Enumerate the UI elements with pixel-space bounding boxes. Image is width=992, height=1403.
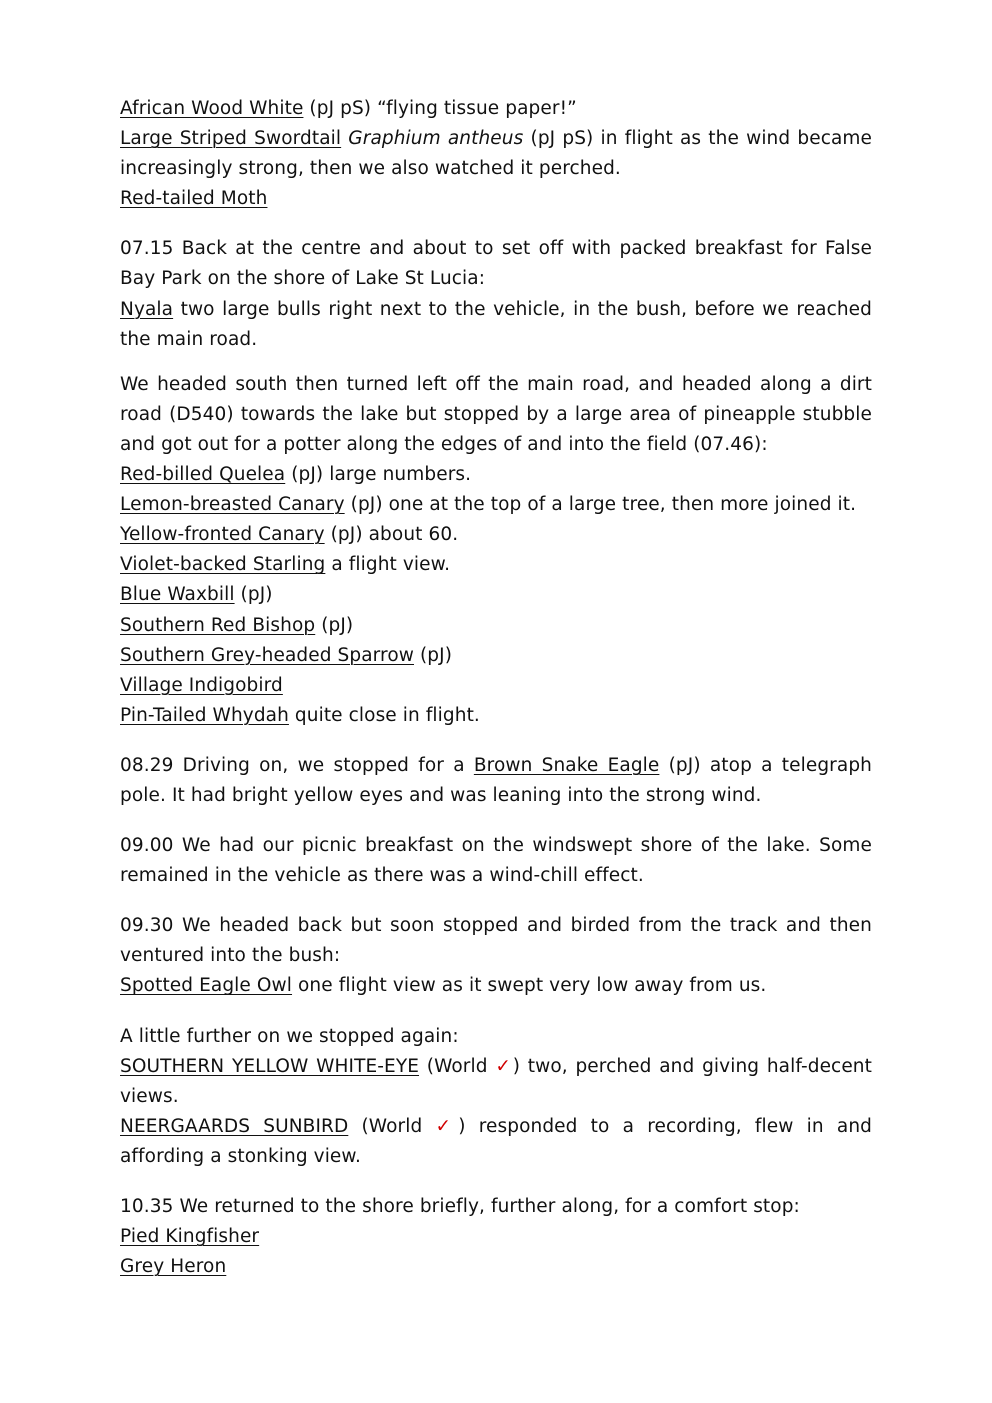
species-note: quite close in flight. — [288, 704, 480, 726]
species-name: Lemon-breasted Canary — [120, 494, 345, 516]
paragraph: 07.15 Back at the centre and about to set off with packed breakfast for False Bay Park on the shore of Lake St Lucia: — [120, 238, 872, 290]
paragraph-text: 08.29 Driving on, we stopped for a — [120, 754, 474, 776]
species-name: Brown Snake Eagle — [473, 754, 660, 776]
species-note: ) two, perched and giving half-decent views. — [120, 1055, 872, 1107]
species-note: a flight view. — [325, 554, 451, 576]
species-name: Pied Kingfisher — [120, 1226, 260, 1248]
species-note: ) responded to a recording, flew in and affording a stonking view. — [120, 1115, 872, 1167]
paragraph — [120, 751, 872, 811]
species-name: Spotted Eagle Owl — [120, 975, 293, 997]
species-name: Grey Heron — [120, 1256, 227, 1278]
species-name: Blue Waxbill — [120, 584, 235, 606]
list-item — [120, 520, 872, 550]
paragraph-text: (pJ) atop a telegraph pole. It had bright yellow eyes and was leaning into the strong wind. — [120, 754, 872, 806]
list-item — [120, 701, 872, 731]
paragraph: 09.30 We headed back but soon stopped and birded from the track and then ventured into the bush: — [120, 915, 872, 967]
species-line — [120, 94, 872, 124]
species-name: Yellow-fronted Canary — [120, 524, 325, 546]
species-note: one flight view as it swept very low away from us. — [292, 975, 767, 997]
species-note: (pJ) — [315, 614, 354, 636]
species-name: Large Striped Swordtail — [120, 128, 342, 150]
scientific-name: Graphium antheus — [348, 128, 524, 150]
list-item — [120, 580, 872, 610]
species-line — [120, 1112, 872, 1172]
species-note: two large bulls right next to the vehicle, in the bush, before we reached the main road. — [120, 298, 872, 350]
species-line — [120, 124, 872, 184]
document-page — [120, 94, 872, 1282]
species-name: Pin-Tailed Whydah — [120, 704, 289, 726]
list-item — [120, 671, 872, 701]
species-note: (pJ) large numbers. — [285, 464, 472, 486]
species-line — [120, 971, 872, 1001]
species-name: Red-billed Quelea — [120, 464, 286, 486]
paragraph: 09.00 We had our picnic breakfast on the windswept shore of the lake. Some remained in the vehicle as there was a wind-chill effect. — [120, 835, 872, 887]
species-note: (pJ) one at the top of a large tree, then more joined it. — [344, 494, 857, 516]
species-note: (pJ) about 60. — [324, 524, 459, 546]
species-line — [120, 1222, 872, 1252]
list-item — [120, 460, 872, 490]
species-note: (pJ pS) “flying tissue paper!” — [303, 98, 577, 119]
species-note: (pJ) — [234, 584, 273, 606]
paragraph: A little further on we stopped again: — [120, 1025, 459, 1047]
species-name: Village Indigobird — [120, 674, 283, 696]
species-note: (World — [348, 1115, 436, 1137]
species-name: SOUTHERN YELLOW WHITE-EYE — [120, 1055, 420, 1077]
checkmark-icon: ✓ — [435, 1115, 459, 1137]
list-item — [120, 490, 872, 520]
species-note: (pJ) — [414, 644, 453, 666]
species-name: Violet-backed Starling — [120, 554, 326, 576]
checkmark-icon: ✓ — [495, 1055, 513, 1077]
species-name: Nyala — [120, 298, 174, 320]
species-name: African Wood White — [120, 98, 304, 119]
list-item — [120, 641, 872, 671]
paragraph: 10.35 We returned to the shore briefly, further along, for a comfort stop: — [120, 1196, 800, 1217]
list-item — [120, 611, 872, 641]
species-note: (World — [419, 1055, 496, 1077]
species-line — [120, 1252, 872, 1282]
species-name: Southern Red Bishop — [120, 614, 316, 636]
list-item — [120, 550, 872, 580]
species-name: Red-tailed Moth — [120, 188, 268, 210]
species-name: Southern Grey-headed Sparrow — [120, 644, 414, 666]
species-note: (pJ pS) in flight as the wind became increasingly strong, then we also watched it perched. — [120, 128, 873, 180]
species-line — [120, 295, 872, 355]
species-name: NEERGAARDS SUNBIRD — [120, 1115, 349, 1137]
paragraph: We headed south then turned left off the main road, and headed along a dirt road (D540) towards the lake but stopped by a large area of pineapple stubble and got out for a potter along the edges of and into the field (07.46): — [120, 373, 872, 455]
species-line — [120, 184, 872, 214]
species-line — [120, 1052, 872, 1112]
